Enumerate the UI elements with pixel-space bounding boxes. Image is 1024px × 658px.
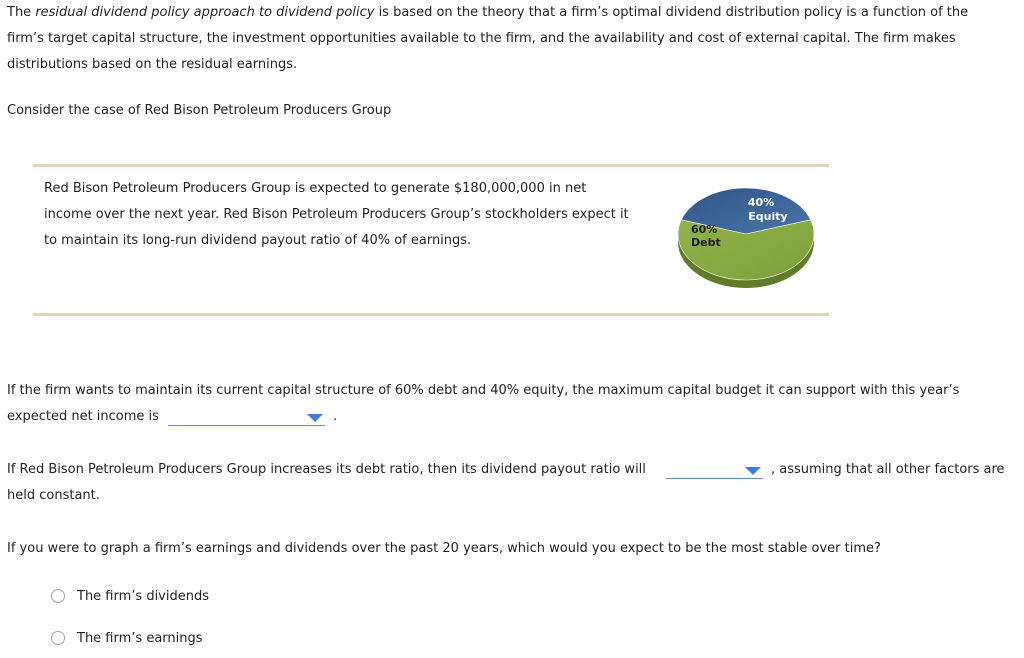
- question-capital-budget: [7, 378, 1017, 430]
- intro-line-3: distributions based on the residual earnings.: [7, 57, 298, 72]
- case-line-2: income over the next year. Red Bison Petroleum Producers Group’s stockholders expect it: [44, 207, 629, 222]
- consider-text: Consider the case of Red Bison Petroleum Producers Group: [7, 103, 392, 118]
- chevron-down-icon[interactable]: [307, 414, 323, 422]
- intro-italic-term: residual dividend policy approach to dividend policy: [35, 5, 375, 20]
- case-description: [44, 176, 664, 254]
- q2-line-2: held constant.: [7, 488, 100, 503]
- pie-label-equity-name: Equity: [748, 210, 788, 223]
- case-top-rule: [33, 164, 829, 167]
- capital-structure-pie-chart: [674, 176, 820, 298]
- case-line-1: Red Bison Petroleum Producers Group is expected to generate $180,000,000 in net: [44, 181, 587, 196]
- option-label: The firm’s dividends: [77, 589, 209, 604]
- pie-label-debt-name: Debt: [691, 236, 721, 249]
- pie-label-equity-pct: 40%: [747, 196, 775, 209]
- case-bottom-rule: [33, 313, 829, 316]
- pie-label-debt-pct: 60%: [691, 223, 718, 236]
- intro-text: The: [7, 5, 36, 20]
- intro-line-2: firm’s target capital structure, the investment opportunities available to the firm, and the availability and cost of external capital. The firm makes: [7, 31, 956, 46]
- case-line-3: to maintain its long-run dividend payout ratio of 40% of earnings.: [44, 233, 472, 248]
- chevron-down-icon[interactable]: [745, 467, 761, 475]
- intro-line-1: [7, 0, 1017, 26]
- radio-button[interactable]: [51, 589, 65, 603]
- intro-paragraph: [7, 0, 1017, 78]
- question-stability: If you were to graph a firm’s earnings and dividends over the past 20 years, which would you expect to be the most stable over time?: [7, 541, 881, 556]
- radio-button[interactable]: [51, 631, 65, 645]
- q2-line-1: If Red Bison Petroleum Producers Group increases its debt ratio, then its dividend payout ratio will: [7, 462, 646, 477]
- payout-ratio-dropdown[interactable]: [666, 464, 763, 479]
- intro-text: is based on the theory that a firm’s optimal dividend distribution policy is a function of the: [374, 5, 969, 20]
- capital-budget-dropdown[interactable]: [168, 411, 325, 426]
- q1-line-2: expected net income is: [7, 409, 159, 424]
- q2-line-1-tail: , assuming that all other factors are: [771, 462, 1005, 477]
- option-label: The firm’s earnings: [77, 631, 203, 646]
- q1-period: .: [333, 409, 338, 424]
- q1-line-1: If the firm wants to maintain its current capital structure of 60% debt and 40% equity, the maximum capital budget it can support with this year’s: [7, 383, 960, 398]
